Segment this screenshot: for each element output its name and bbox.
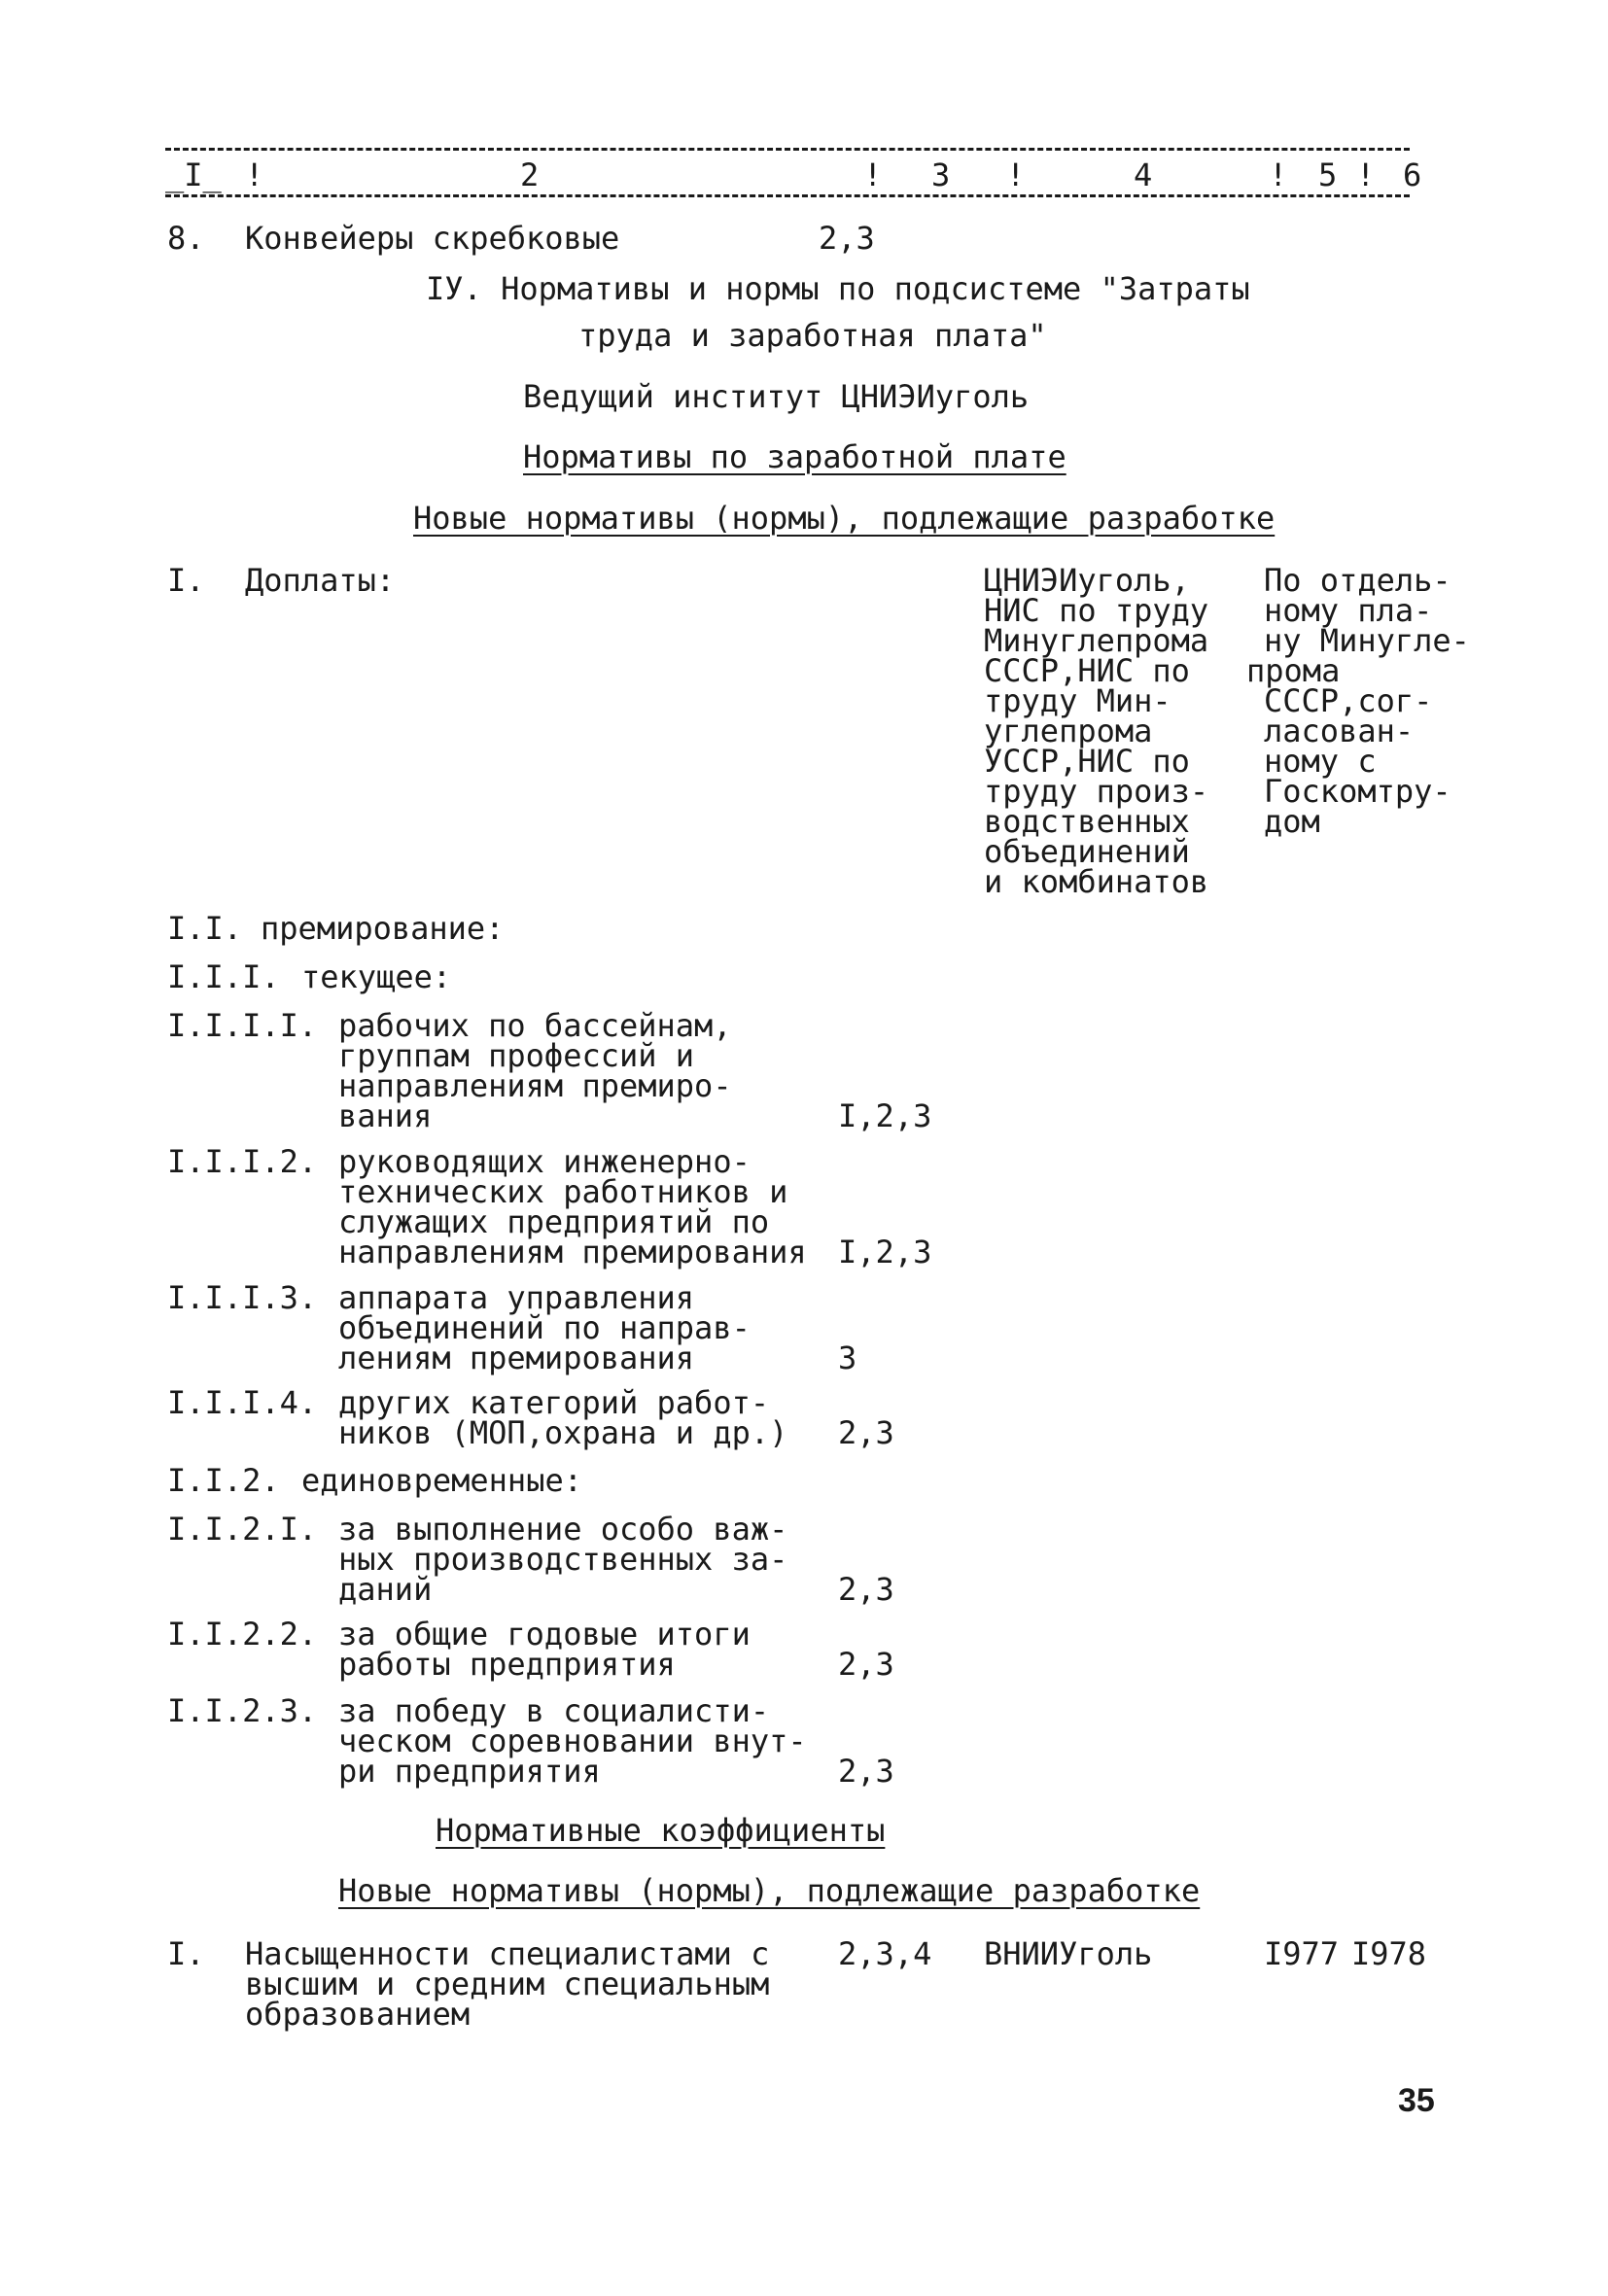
item-text: текущее: [301, 958, 452, 995]
item-number: I.I.2. [167, 1462, 280, 1499]
doplaty-term [1246, 562, 1470, 840]
item-text: премирование: [261, 910, 505, 947]
item-text: за общие годовые итоги [338, 1616, 751, 1652]
item-text: ных производственных за- [338, 1541, 788, 1578]
item-text: единовременные: [301, 1462, 582, 1499]
last-item-value: 2,3,4 [838, 1935, 932, 1972]
item-number: I.I.2.3. [167, 1692, 318, 1729]
page-number: 35 [1398, 2082, 1435, 2119]
last-item-end-year: I978 [1351, 1935, 1427, 1972]
term-line: СССР,сог- [1264, 682, 1433, 719]
item-text: объединений по направ- [338, 1309, 751, 1346]
executor-line: Минуглепрома [984, 622, 1209, 659]
item-value: 2,3 [838, 1753, 894, 1790]
term-line: ному пла- [1264, 592, 1433, 629]
term-line: ному с [1264, 743, 1377, 780]
subheading-new-norms-2: Новые нормативы (нормы), подлежащие разработке [338, 1872, 1201, 1909]
doplaty-executor [984, 562, 1209, 900]
term-line: По отдель- [1264, 562, 1451, 599]
item-number: I.I. [167, 910, 243, 947]
row8-value: 2,3 [819, 220, 875, 257]
row8-number: 8. [167, 220, 205, 257]
header-top-rule [165, 148, 1410, 151]
item-text: направлениям премиро- [338, 1067, 732, 1104]
term-line: прома [1246, 652, 1341, 689]
header-sep5: ! [1356, 157, 1376, 193]
executor-line: НИС по труду [984, 592, 1209, 629]
header-col6: 6 [1403, 157, 1422, 193]
row8-text: Конвейеры скребковые [245, 220, 620, 257]
item-text: за победу в социалисти- [338, 1692, 770, 1729]
header-col2: 2 [520, 157, 540, 193]
item-text: ников (МОП,охрана и др.) [338, 1414, 788, 1451]
subheading-wages: Нормативы по заработной плате [523, 438, 1066, 475]
item-number: I.I.I.3. [167, 1279, 318, 1316]
leading-institute: Ведущий институт ЦНИЭИуголь [523, 378, 1030, 415]
executor-line: СССР,НИС по [984, 652, 1190, 689]
item-text: других категорий работ- [338, 1384, 770, 1421]
item-text: направлениям премирования [338, 1234, 807, 1270]
item-text: служащих предприятий по [338, 1203, 770, 1240]
term-line: ласован- [1264, 713, 1415, 749]
doplaty-number: I. [167, 562, 205, 599]
item-value: I,2,3 [838, 1234, 932, 1270]
last-item-start-year: I977 [1264, 1935, 1340, 1972]
item-text: работы предприятия [338, 1646, 676, 1683]
executor-line: ЦНИЭИуголь, [984, 562, 1190, 599]
item-value: 2,3 [838, 1571, 894, 1608]
item-text: рабочих по бассейнам, [338, 1007, 732, 1044]
item-value: 2,3 [838, 1646, 894, 1683]
item-text: группам профессий и [338, 1037, 695, 1074]
term-line: ну Минугле- [1264, 622, 1470, 659]
item-number: I.I.2.2. [167, 1616, 318, 1652]
item-text: за выполнение особо важ- [338, 1511, 788, 1548]
executor-line: водственных [984, 803, 1190, 840]
term-line: Госкомтру- [1264, 773, 1451, 810]
item-text: руководящих инженерно- [338, 1143, 751, 1180]
term-line: дом [1264, 803, 1320, 840]
item-text: вания [338, 1097, 433, 1134]
last-item-text: образованием [245, 1996, 471, 2033]
last-item-number: I. [167, 1935, 205, 1972]
header-sep1: ! [245, 157, 264, 193]
item-number: I.I.I. [167, 958, 280, 995]
item-value: 2,3 [838, 1414, 894, 1451]
section-title-line1: IУ. Нормативы и нормы по подсистеме "Затраты [426, 270, 1250, 307]
executor-line: и комбинатов [984, 863, 1209, 900]
header-sep4: ! [1269, 157, 1288, 193]
last-item-text: высшим и средним специальным [245, 1966, 770, 2002]
header-sep2: ! [863, 157, 883, 193]
header-bottom-rule [165, 194, 1410, 197]
item-number: I.I.I.4. [167, 1384, 318, 1421]
header-col1: _I_ [165, 157, 222, 193]
section-title-line2: труда и заработная плата" [578, 317, 1047, 354]
subheading-new-norms: Новые нормативы (нормы), подлежащие разработке [413, 500, 1276, 537]
subheading-coefficients: Нормативные коэффициенты [436, 1812, 886, 1849]
last-item-executor: ВНИИУголь [984, 1935, 1153, 1972]
item-value: I,2,3 [838, 1097, 932, 1134]
item-number: I.I.I.2. [167, 1143, 318, 1180]
item-value: 3 [838, 1339, 857, 1376]
last-item-text: Насыщенности специалистами с [245, 1935, 770, 1972]
item-text: лениям премирования [338, 1339, 695, 1376]
header-col4: 4 [1134, 157, 1153, 193]
doplaty-label: Доплаты: [245, 562, 396, 599]
header-col5: 5 [1318, 157, 1338, 193]
header-sep3: ! [1006, 157, 1026, 193]
item-number: I.I.I.I. [167, 1007, 318, 1044]
executor-line: труду произ- [984, 773, 1209, 810]
executor-line: объединений [984, 833, 1190, 870]
item-text: ри предприятия [338, 1753, 601, 1790]
header-col3: 3 [931, 157, 951, 193]
executor-line: УССР,НИС по [984, 743, 1190, 780]
item-text: ческом соревновании внут- [338, 1722, 807, 1759]
item-text: даний [338, 1571, 433, 1608]
item-text: аппарата управления [338, 1279, 695, 1316]
executor-line: труду Мин- [984, 682, 1171, 719]
item-number: I.I.2.I. [167, 1511, 318, 1548]
executor-line: углепрома [984, 713, 1153, 749]
item-text: технических работников и [338, 1173, 788, 1210]
